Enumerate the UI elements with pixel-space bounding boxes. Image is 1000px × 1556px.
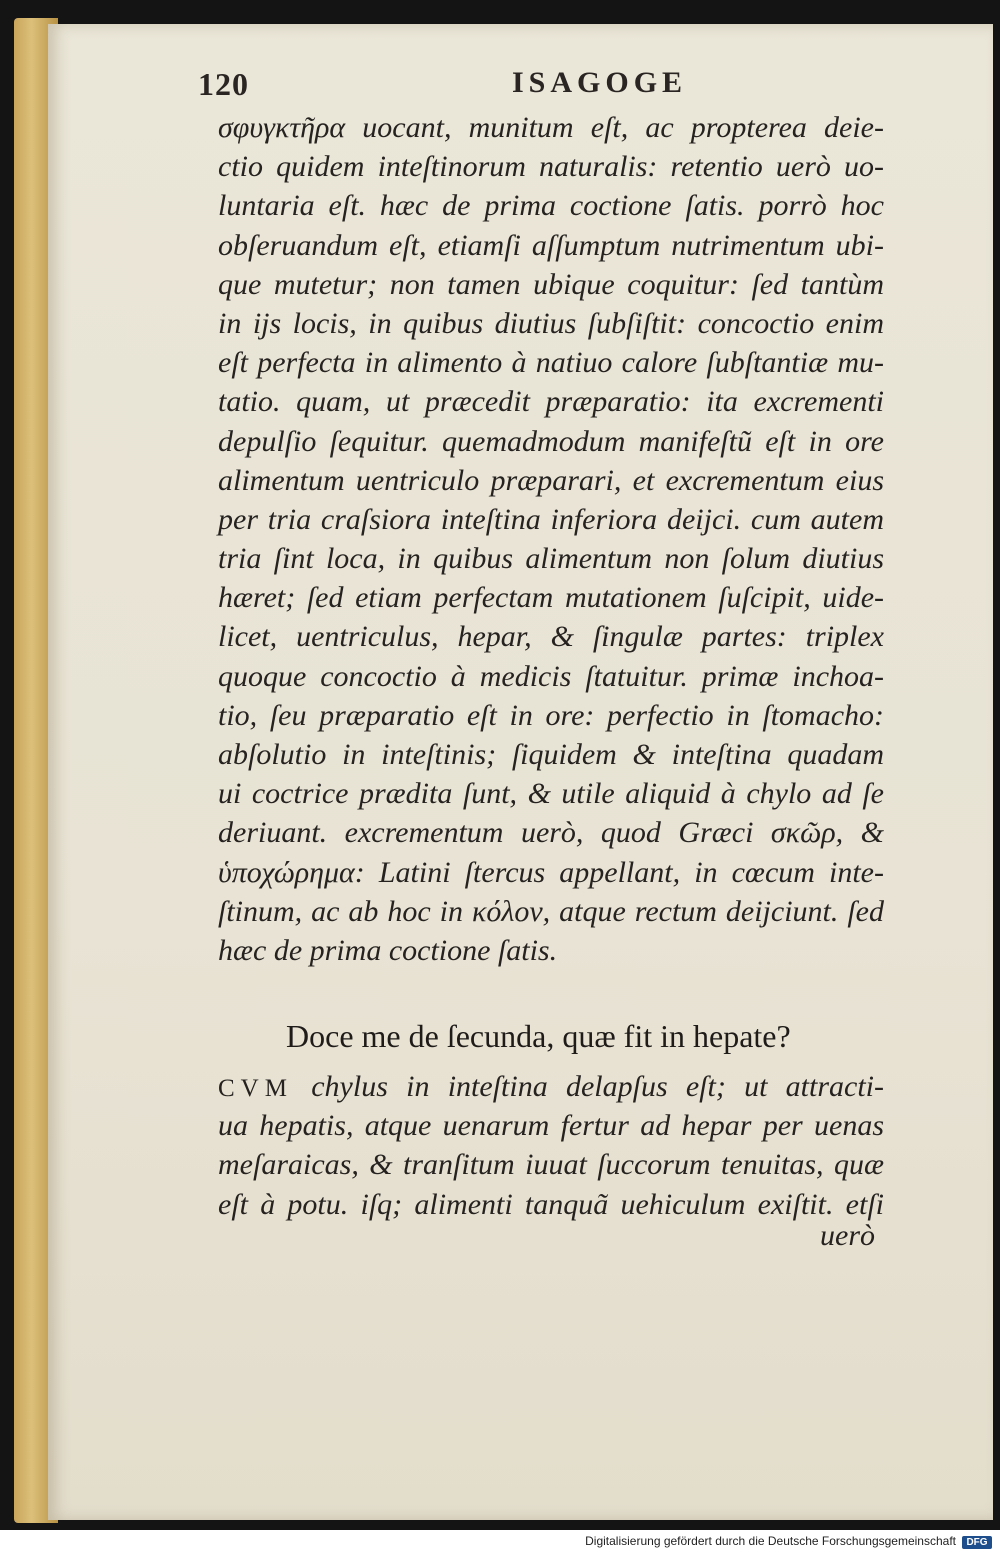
text-line: ua hepatis, atque uenarum fertur ad hepar per uenas — [218, 1109, 884, 1143]
text-line: quoque concoctio à medicis ſtatuitur. primæ inchoa- — [218, 659, 884, 693]
text-line: meſaraicas, & tranſitum iuuat ſuccorum tenuitas, quæ — [218, 1148, 884, 1182]
text-line: hæc de prima coctione ſatis. — [218, 933, 558, 967]
text-line: eſt perfecta in alimento à natiuo calore ſubſtantiæ mu- — [218, 346, 884, 380]
section-lead-word: CVM — [218, 1075, 293, 1102]
page-number: 120 — [198, 66, 249, 102]
text-line-first — [218, 1067, 884, 1106]
text-line: ſtinum, ac ab hoc in κόλον, atque rectum deijciunt. ſed — [218, 894, 884, 928]
text-line: obſeruandum eſt, etiamſi aſſumptum nutrimentum ubi- — [218, 228, 884, 262]
text-line: ctio quidem inteſtinorum naturalis: retentio uerò uo- — [218, 150, 884, 184]
footer-credit: Digitalisierung gefördert durch die Deutsche Forschungsgemeinschaft — [585, 1534, 956, 1548]
text-line: ὑποχώρημα: Latini ſtercus appellant, in cœcum inte- — [218, 855, 884, 889]
section-text — [218, 1067, 884, 1224]
text-line: tria ſint loca, in quibus alimentum non ſolum diutius — [218, 542, 884, 576]
text-line: luntaria eſt. hæc de prima coctione ſatis. porrò hoc — [218, 189, 884, 223]
text-line: per tria craſsiora inteſtina inferiora deijci. cum autem — [218, 502, 884, 536]
footer-bar — [0, 1530, 1000, 1556]
text-line: tatio. quam, ut præcedit præparatio: ita excrementi — [218, 385, 884, 419]
text-line-rest: chylus in inteſtina delapſus eſt; ut attracti- — [311, 1070, 885, 1103]
text-line: depulſio ſequitur. quemadmodum manifeſtũ eſt in ore — [218, 424, 884, 458]
text-line: licet, uentriculus, hepar, & ſingulæ partes: triplex — [218, 620, 884, 654]
text-line: in ijs locis, in quibus diutius ſubſiſtit: concoctio enim — [218, 306, 884, 340]
catchword: uerò — [820, 1219, 875, 1252]
text-line: eſt à potu. iſq; alimenti tanquã uehiculum exiſtit. etſi — [218, 1187, 884, 1221]
text-line: ui coctrice prædita ſunt, & utile aliquid à chylo ad ſe — [218, 777, 884, 811]
section-heading: Doce me de ſecunda, quæ fit in hepate? — [286, 1018, 791, 1054]
running-title: ISAGOGE — [512, 66, 688, 99]
dfg-logo: DFG — [962, 1536, 992, 1549]
running-head — [198, 62, 898, 106]
text-line: abſolutio in inteſtinis; ſiquidem & inteſtina quadam — [218, 738, 884, 771]
text-line: que mutetur; non tamen ubique coquitur: ſed tantùm — [218, 267, 884, 301]
text-line: σφυγκτῆρα uocant, munitum eſt, ac propterea deie- — [218, 111, 884, 144]
text-line: deriuant. excrementum uerò, quod Græci σκῶρ, & — [218, 816, 884, 850]
body-text — [218, 108, 884, 970]
text-line: alimentum uentriculo præparari, et excrementum eius — [218, 463, 884, 497]
text-line: tio, ſeu præparatio eſt in ore: perfectio in ſtomacho: — [218, 698, 884, 732]
text-line: hæret; ſed etiam perfectam mutationem ſuſcipit, uide- — [218, 581, 884, 615]
